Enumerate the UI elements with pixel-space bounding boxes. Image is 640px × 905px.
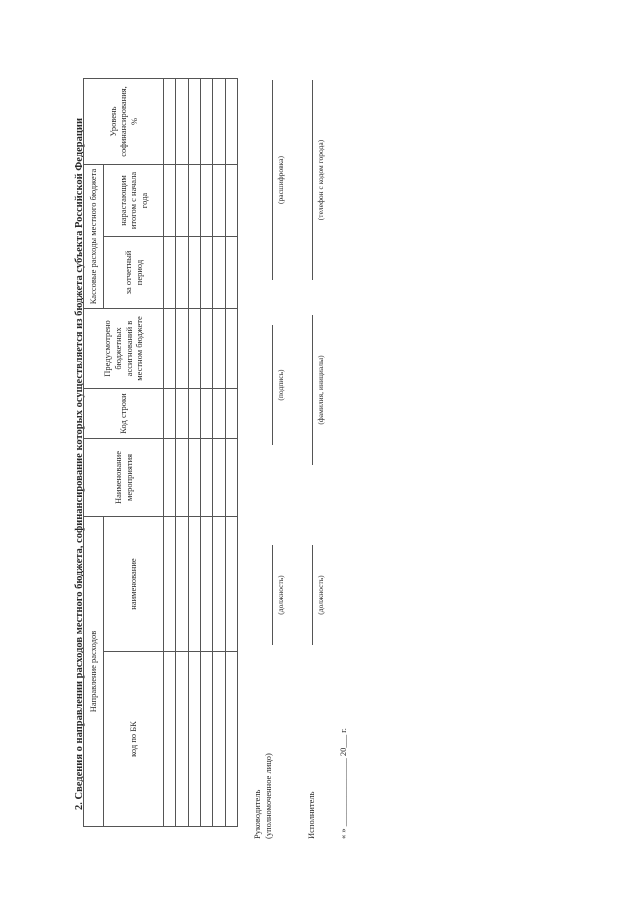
head-signature-line[interactable] <box>272 325 273 445</box>
executor-fio-caption: (фамилия, инициалы) <box>316 355 325 425</box>
executor-phone-line[interactable] <box>312 80 313 280</box>
executor-position-caption: (должность) <box>316 575 325 615</box>
head-decoding-line[interactable] <box>272 80 273 280</box>
header-cumulative: нарастающим итогом с начала года <box>104 164 164 236</box>
executor-label: Исполнитель <box>306 791 316 839</box>
header-direction: Направление расходов <box>84 517 104 827</box>
expenses-table <box>83 78 238 827</box>
header-row-code: Код строки <box>84 389 164 439</box>
header-planned: Предусмотрено бюджетных ассигнований в местном бюджете <box>84 309 164 389</box>
head-signature-caption: (подпись) <box>276 369 285 401</box>
table-row <box>200 78 212 826</box>
table-row <box>188 78 200 826</box>
header-period: за отчетный период <box>104 237 164 309</box>
header-level: Уровень софинансирования, % <box>84 78 164 164</box>
head-position-line[interactable] <box>272 545 273 645</box>
executor-fio-line[interactable] <box>312 315 313 465</box>
section-title: 2. Сведения о направлении расходов местного бюджета, софинансирование которых осуществляется из бюджета субъекта Российской Федерации <box>74 117 85 810</box>
head-decoding-caption: (расшифровка) <box>276 156 285 204</box>
header-kbk: код по БК <box>104 652 164 827</box>
head-position-caption: (должность) <box>276 575 285 615</box>
table-row <box>176 78 188 826</box>
header-name: наименование <box>104 517 164 652</box>
table-row <box>164 78 176 826</box>
head-label-sub: (уполномоченное лицо) <box>263 753 273 839</box>
table-row <box>225 78 237 826</box>
executor-position-line[interactable] <box>312 545 313 645</box>
header-cash-expenses: Кассовые расходы местного бюджета <box>84 164 104 308</box>
date-field[interactable]: « » ________________ 20___ г. <box>338 728 348 839</box>
header-event: Наименование мероприятия <box>84 439 164 517</box>
head-label: Руководитель <box>252 789 262 839</box>
executor-phone-caption: (телефон с кодом города) <box>316 139 325 221</box>
table-row <box>213 78 225 826</box>
